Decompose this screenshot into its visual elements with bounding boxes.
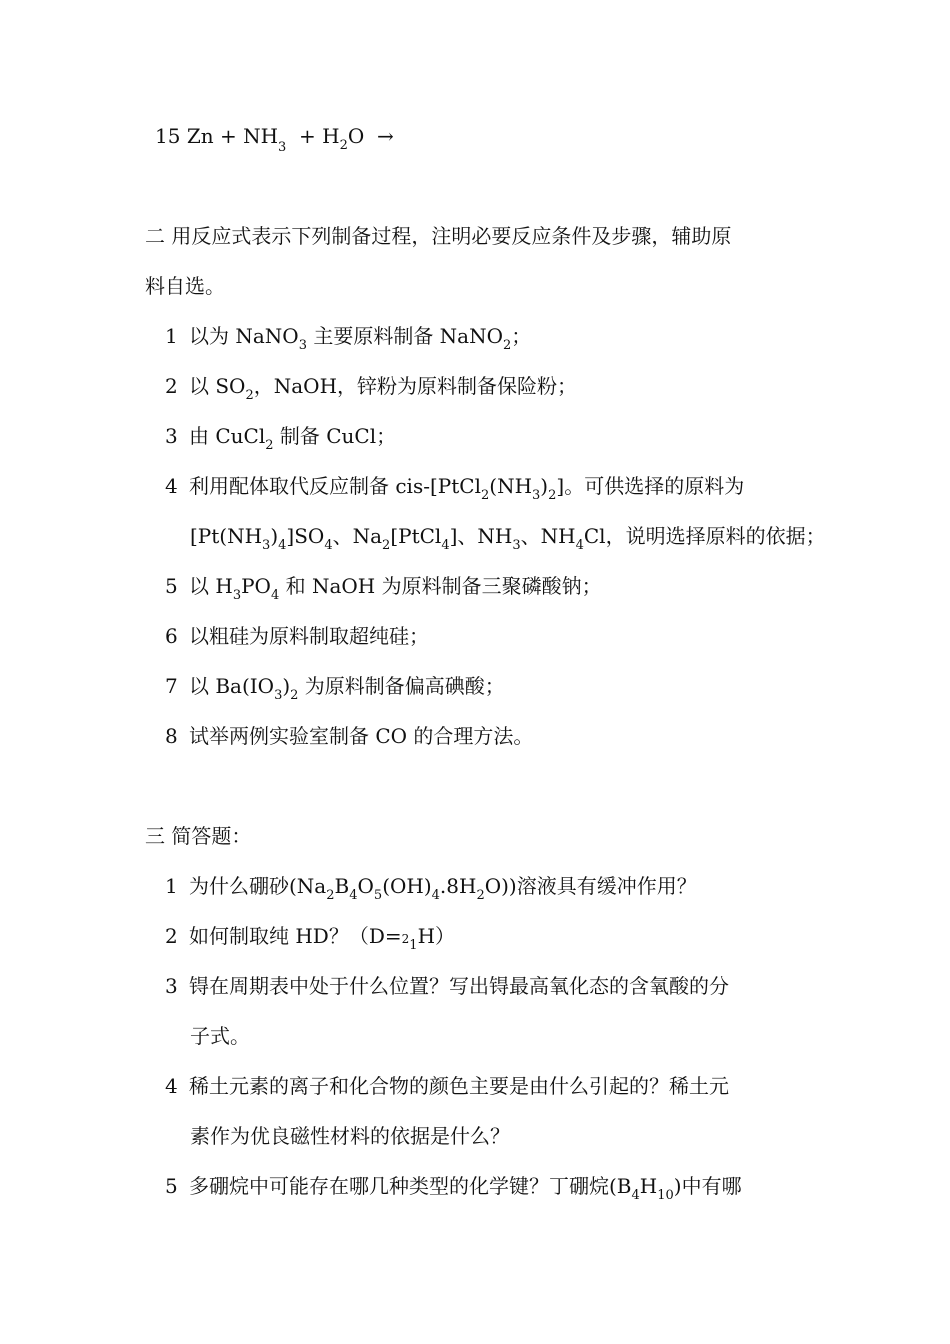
item-text: [PtCl — [390, 524, 442, 548]
item-number: 4 — [165, 1074, 178, 1098]
list-item-2-2 — [165, 372, 577, 404]
item-text: 制备 CuCl； — [273, 424, 397, 448]
item-text: ]、NH — [449, 524, 513, 548]
subscript: 3 — [232, 588, 242, 603]
equation-number: 15 — [155, 124, 181, 148]
item-text: ) — [270, 524, 279, 548]
item-text: 、Na — [332, 524, 383, 548]
item-text: 如何制取纯 HD？（D= — [189, 924, 402, 948]
list-item-2-4 — [165, 472, 744, 504]
item-text: [Pt(NH — [190, 524, 263, 548]
o-text: O — [347, 124, 365, 148]
item-text: .8H — [439, 874, 477, 898]
item-text: O — [357, 874, 374, 898]
question-3-2 — [165, 922, 455, 954]
item-text: H — [639, 1174, 658, 1198]
subscript: 2 — [339, 138, 348, 153]
subscript: 2 — [290, 688, 299, 703]
subscript: 3 — [512, 538, 521, 553]
subscript: 2 — [503, 338, 512, 353]
subscript: 3 — [532, 488, 541, 503]
item-text: 以 SO — [189, 374, 246, 398]
item-text: H） — [417, 924, 456, 948]
subscript: 2 — [382, 538, 391, 553]
question-3-4 — [165, 1072, 729, 1100]
item-number: 5 — [165, 574, 178, 598]
item-text: (NH — [489, 474, 533, 498]
item-number: 5 — [165, 1174, 178, 1198]
item-text: (OH) — [382, 874, 432, 898]
item-text: ]。可供选择的原料为 — [556, 474, 745, 498]
subscript: 4 — [278, 538, 287, 553]
item-text: 以粗硅为原料制取超纯硅； — [189, 624, 429, 648]
item-number: 6 — [165, 624, 178, 648]
item-number: 3 — [165, 424, 178, 448]
list-item-2-7 — [165, 672, 505, 704]
item-text: 由 CuCl — [189, 424, 266, 448]
item-number: 3 — [165, 974, 178, 998]
item-text: ) — [540, 474, 549, 498]
question-3-1 — [165, 872, 697, 904]
item-text: 以 H — [189, 574, 233, 598]
subscript: 4 — [270, 588, 280, 603]
subscript: 5 — [373, 888, 383, 903]
subscript: 10 — [657, 1188, 674, 1203]
subscript: 4 — [575, 538, 584, 553]
subscript: 4 — [631, 1188, 640, 1203]
equation-15 — [155, 122, 394, 154]
subscript: 4 — [349, 888, 358, 903]
item-text: 试举两例实验室制备 CO 的合理方法。 — [189, 724, 534, 748]
item-text: 和 NaOH 为原料制备三聚磷酸钠； — [279, 574, 602, 598]
subscript: 3 — [298, 338, 307, 353]
item-text: O))溶液具有缓冲作用？ — [484, 874, 697, 898]
section2-heading-line2: 料自选。 — [145, 274, 225, 298]
subscript: 2 — [480, 488, 490, 503]
subscript: 2 — [265, 438, 274, 453]
item-text: B — [334, 874, 350, 898]
item-number: 1 — [165, 324, 178, 348]
list-item-2-1 — [165, 322, 531, 354]
subscript: 2 — [245, 388, 254, 403]
item-text: 为原料制备偏高碘酸； — [298, 674, 505, 698]
list-item-2-4-cont — [190, 522, 826, 554]
item-number: 2 — [165, 374, 178, 398]
item-number: 8 — [165, 724, 178, 748]
plus-sign: + — [299, 124, 316, 148]
list-item-2-3 — [165, 422, 396, 454]
subscript: 3 — [278, 140, 287, 155]
item-text: ) — [282, 674, 291, 698]
list-item-2-6 — [165, 622, 429, 650]
item-text: )中有哪 — [673, 1174, 742, 1198]
item-text: ]SO — [286, 524, 325, 548]
subscript: 1 — [409, 938, 418, 953]
arrow-icon: → — [377, 124, 394, 148]
item-text: 多硼烷中可能存在哪几种类型的化学键？丁硼烷(B — [189, 1174, 632, 1198]
section3-heading: 三 简答题： — [145, 824, 252, 848]
subscript: 3 — [274, 688, 283, 703]
item-text: 为什么硼砂(Na — [189, 874, 327, 898]
section2-heading-line1: 二 用反应式表示下列制备过程，注明必要反应条件及步骤，辅助原 — [145, 224, 732, 248]
item-text: 以为 NaNO — [189, 324, 299, 348]
subscript: 3 — [262, 538, 271, 553]
question-3-3-cont: 子式。 — [190, 1024, 250, 1048]
item-text: 以 Ba(IO — [189, 674, 275, 698]
question-3-5 — [165, 1172, 742, 1204]
subscript: 4 — [431, 888, 440, 903]
item-text: Cl，说明选择原料的依据； — [583, 524, 826, 548]
item-text: 锝在周期表中处于什么位置？写出锝最高氧化态的含氧酸的分 — [189, 974, 729, 998]
subscript: 2 — [326, 888, 335, 903]
subscript: 4 — [324, 538, 333, 553]
question-3-4-cont: 素作为优良磁性材料的依据是什么？ — [190, 1124, 510, 1148]
subscript: 2 — [548, 488, 557, 503]
subscript: 4 — [441, 538, 450, 553]
plus-sign: + — [219, 124, 237, 148]
item-text: 、NH — [520, 524, 576, 548]
zn-text: Zn — [186, 124, 214, 148]
item-number: 2 — [165, 924, 178, 948]
superscript: 2 — [401, 932, 410, 946]
item-text: 利用配体取代反应制备 cis-[PtCl — [189, 474, 481, 498]
subscript: 2 — [476, 888, 485, 903]
item-text: PO — [241, 574, 271, 598]
h-text: H — [322, 124, 340, 148]
question-3-3 — [165, 972, 729, 1000]
list-item-2-8 — [165, 722, 533, 750]
item-number: 1 — [165, 874, 178, 898]
item-text: ，NaOH，锌粉为原料制备保险粉； — [253, 374, 578, 398]
item-text: ； — [511, 324, 532, 348]
item-text: 稀土元素的离子和化合物的颜色主要是由什么引起的？稀土元 — [189, 1074, 729, 1098]
item-number: 4 — [165, 474, 178, 498]
nh-text: NH — [243, 124, 279, 148]
item-text: 主要原料制备 NaNO — [306, 324, 504, 348]
item-number: 7 — [165, 674, 178, 698]
list-item-2-5 — [165, 572, 602, 604]
